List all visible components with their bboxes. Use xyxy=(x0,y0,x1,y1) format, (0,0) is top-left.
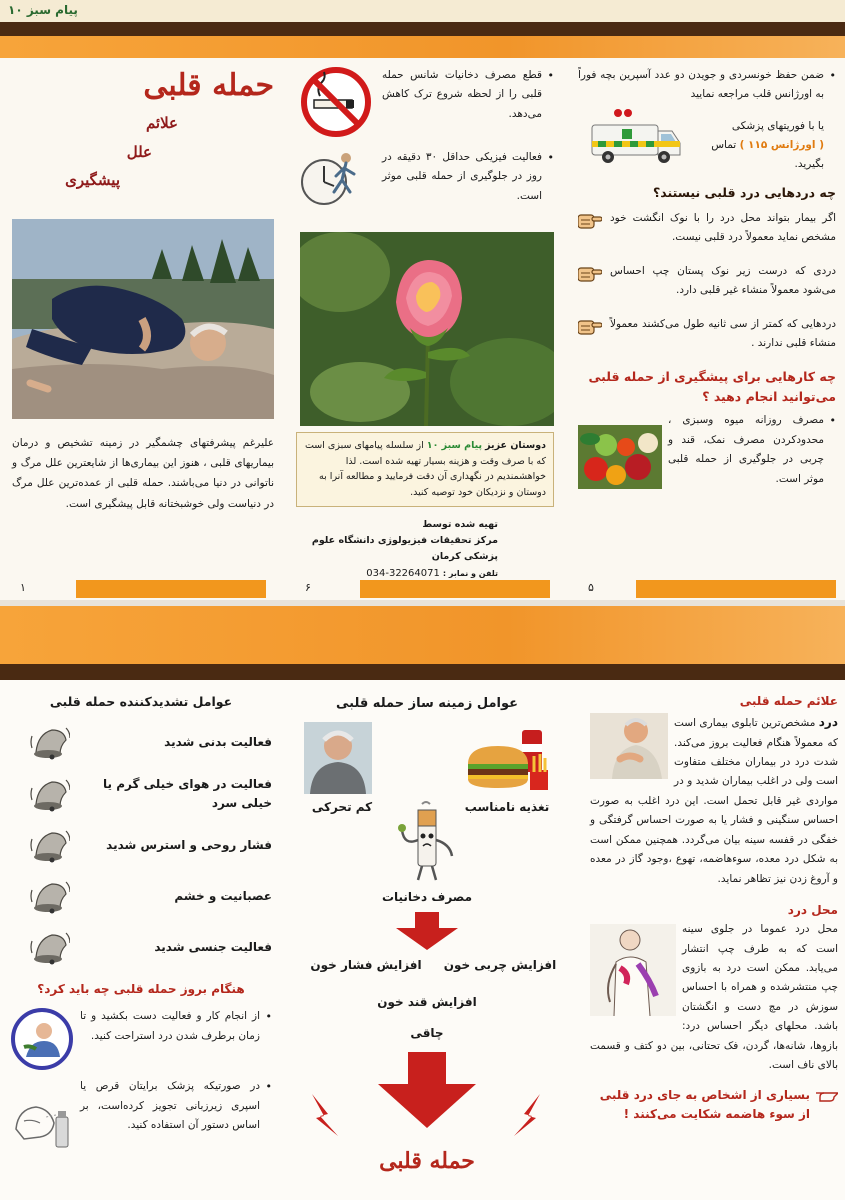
not-cardiac-item xyxy=(578,315,836,354)
page-5-column xyxy=(578,66,836,489)
emergency-bullet-2: یا با فوریتهای پزشکی xyxy=(731,119,824,132)
aggravating-item xyxy=(30,724,272,760)
pointing-hand-icon xyxy=(578,318,602,336)
aggravating-label-5: فعالیت جنسی شدید xyxy=(154,939,272,954)
down-arrow-1 xyxy=(392,912,462,950)
pain-location-paragraph xyxy=(590,920,838,1075)
subtitle-causes: علل xyxy=(126,142,152,161)
no-smoking-icon xyxy=(300,66,372,138)
emergency-call-text xyxy=(684,117,824,174)
center-name: مرکز تحقیقات فیزیولوژی دانشگاه علوم پزشکی کرمان xyxy=(311,534,498,562)
alarm-bell-icon xyxy=(30,878,70,914)
phone-label: تلفن و نمابر : xyxy=(442,569,498,579)
emergency-tail: تماس بگیرید. xyxy=(711,138,824,170)
lightning-bolt-icon xyxy=(510,1092,546,1138)
symptoms-paragraph xyxy=(590,711,838,889)
footer-bar-page-1 xyxy=(76,580,266,598)
page-number-1: ۱ xyxy=(20,581,26,594)
page-1-column xyxy=(12,66,274,514)
symptoms-text: مشخص‌ترین تابلوی بیماری است که معمولاً هنگام فعالیت بروز می‌کند. شدت درد در بیماران مختلف متفاوت است ولی در اغلب بیماران شدید و در مواردی غیر قابل تحمل است. این درد اغلب به صورت احساس سنگینی و فشار یا به صورت احساس گرفتگی و خفگی در قفسه سینه بیان می‌گردد. همچنین ممکن است به شکل درد معده، سوء‌هاضمه، تهوع ،وجود گاز در معده و آروغ زدن نیز تظاهر نماید. xyxy=(590,717,838,885)
ambulance-icon xyxy=(584,107,684,167)
exercise-bullet: • فعالیت فیزیکی حداقل ۳۰ دقیقه در روز در جلوگیری از حمله قلبی موثر است. xyxy=(382,148,554,206)
note-body: از سلسله پیامهای سبزی است که با صرف وقت و هزینه بسیار تهیه شده است. لذا خواهشمندیم در نگهداری آن دقت فرمایید و مطالعه آنرا به دوستان و نزدیکان خود توصیه کنید. xyxy=(304,440,546,499)
cover-paragraph: علیرغم پیشرفتهای چشمگیر در زمینه تشخیص و درمان بیماریهای قلبی ، هنوز این بیماری‌ها از شایعترین علل مرگ و ناتوانی در دنیا می‌باشند. حمله قلبی از عمده‌ترین علل مرگ در دنیاست ولی خوشبختانه قابل پیشگیری است. xyxy=(12,436,274,510)
risk-factors-column xyxy=(296,690,558,1195)
exercise-block xyxy=(296,148,554,224)
not-cardiac-title: چه دردهایی درد قلبی نیستند؟ xyxy=(653,184,836,200)
page-number-6: ۶ xyxy=(305,581,311,594)
pointing-hand-icon xyxy=(578,265,602,283)
prepared-by: تهیه شده توسط xyxy=(422,518,498,530)
ambulance-block xyxy=(578,107,836,169)
pointing-hand-icon xyxy=(816,1089,838,1103)
aggravating-list xyxy=(10,724,272,965)
pain-location-title: محل درد xyxy=(787,902,838,917)
not-cardiac-item xyxy=(578,209,836,248)
indigestion-note xyxy=(590,1086,838,1124)
what-to-do-list-2 xyxy=(80,1077,272,1149)
page-number-5: ۵ xyxy=(588,581,594,594)
cover-title: حمله قلبی xyxy=(143,68,274,103)
aggravating-title: عوامل تشدیدکننده حمله قلبی xyxy=(49,694,233,709)
aggravating-label-2: فعالیت در هوای خیلی گرم یا خیلی سرد xyxy=(103,777,272,810)
middle-bullet-2-list xyxy=(382,148,554,206)
reader-note-box xyxy=(296,432,554,507)
emergency-bullets xyxy=(578,66,836,105)
brochure-inside-side xyxy=(0,606,845,1200)
header-orange-band xyxy=(0,36,845,58)
prevention-title: چه کارهایی برای پیشگیری از حمله قلبی می‌توانید انجام دهید ؟ xyxy=(588,369,836,405)
heart-attack-outcome: حمله قلبی xyxy=(379,1148,475,1174)
vegetables-photo xyxy=(578,425,662,489)
pointing-hand-icon xyxy=(578,212,602,230)
what-to-do-1: • از انجام کار و فعالیت دست بکشید و تا زمان برطرف شدن درد استراحت کنید. xyxy=(80,1007,272,1046)
what-to-do-title: هنگام بروز حمله قلبی چه باید کرد؟ xyxy=(37,982,245,997)
fast-food-illustration xyxy=(464,726,550,792)
what-to-do-1-block xyxy=(10,1007,272,1071)
alarm-bell-icon xyxy=(30,724,70,760)
alarm-bell-icon xyxy=(30,827,70,863)
indigestion-title: بسیاری از اشخاص به جای درد قلبی از سوء هاضمه شکایت می‌کنند ! xyxy=(599,1087,810,1121)
aggravating-factors-column xyxy=(10,692,272,1149)
alarm-bell-icon xyxy=(30,776,70,812)
inside-orange-band xyxy=(0,606,845,664)
subtitle-symptoms: علائم xyxy=(145,114,178,132)
bad-diet-label: تغذیه نامناسب xyxy=(464,800,550,814)
aggravating-label-3: فشار روحی و استرس شدید xyxy=(106,837,272,852)
blood-pressure-label: افزایش فشار خون xyxy=(310,958,422,972)
phone-number: 034-32264071 xyxy=(366,568,440,580)
emergency-bullet-1: • ضمن حفظ خونسردی و جویدن دو عدد آسپرین بچه فوراً به اورژانس قلب مراجعه نمایید xyxy=(578,66,836,105)
what-to-do-2-block xyxy=(10,1077,272,1149)
not-cardiac-text-1: اگر بیمار بتواند محل درد را با نوک انگشت خود مشخص نماید معمولاً درد قلبی نیست. xyxy=(610,211,836,244)
sedentary-man-photo xyxy=(304,722,372,794)
aggravating-item xyxy=(30,929,272,965)
blood-fat-label: افزایش چربی خون xyxy=(443,958,557,972)
footer-bar-page-6 xyxy=(360,580,550,598)
cover-subtitles xyxy=(12,109,274,195)
prevention-bullets xyxy=(668,411,836,489)
smoking-block xyxy=(296,66,554,148)
cigarette-character-illustration xyxy=(392,800,462,884)
pain-location-text: محل درد عموما در جلوی سینه است که به طرف چپ انتشار می‌یابد. ممکن است درد به بازوی چپ منتشرشده و همراه با احساس سوزش در مچ دست و انگشتان باشد. محلهای دیگر احساس درد: بازوها، شانه‌ها، گردن، فک تحتانی، بین دو کتف و قسمت بالای ناف است. xyxy=(590,923,838,1072)
header-strip xyxy=(0,0,845,22)
risk-factors-title: عوامل زمینه ساز حمله قلبی xyxy=(336,696,518,711)
smoking-label: مصرف دخانیات xyxy=(381,890,473,904)
header-brown-band xyxy=(0,22,845,36)
series-tag: پیام سبز ۱۰ xyxy=(8,3,78,17)
aggravating-label-4: عصبانیت و خشم xyxy=(174,888,272,903)
not-cardiac-text-3: دردهایی که کمتر از سی ثانیه طول می‌کشند معمولاً منشاء قلبی ندارند . xyxy=(610,317,836,349)
aggravating-item xyxy=(30,878,272,914)
middle-bullet-1-list xyxy=(382,66,554,124)
down-arrow-2 xyxy=(376,1052,478,1128)
note-highlight: پیام سبز ۱۰ xyxy=(426,440,483,451)
subtitle-prevention: پیشگیری xyxy=(65,171,120,189)
footer-bar-page-5 xyxy=(636,580,836,598)
aggravating-item xyxy=(30,775,272,812)
rose-photo xyxy=(300,232,554,426)
symptoms-title: علائم حمله قلبی xyxy=(739,694,838,708)
symptoms-lead: درد xyxy=(818,715,838,730)
aggravating-label-1: فعالیت بدنی شدید xyxy=(164,734,272,749)
page-6-column xyxy=(296,66,554,582)
arm-pain-man-illustration xyxy=(590,924,676,1016)
alarm-bell-icon xyxy=(30,929,70,965)
inside-brown-band xyxy=(0,664,845,680)
prevention-block xyxy=(578,411,836,489)
chest-pain-man-photo xyxy=(590,713,668,779)
not-cardiac-item xyxy=(578,262,836,301)
symptoms-column xyxy=(590,692,838,1124)
aggravating-item xyxy=(30,827,272,863)
low-activity-label: کم تحرکی xyxy=(311,800,373,814)
quit-smoking-bullet: • قطع مصرف دخانیات شانس حمله قلبی را از لحظه شروع ترک کاهش می‌دهد. xyxy=(382,66,554,124)
sublingual-spray-illustration xyxy=(10,1095,74,1149)
lightning-bolt-icon xyxy=(306,1092,342,1138)
blood-sugar-label: افزایش قند خون xyxy=(377,995,477,1009)
resting-man-badge xyxy=(10,1007,74,1071)
not-cardiac-text-2: دردی که درست زیر نوک پستان چپ احساس می‌شود معمولاً منشاء غیر قلبی دارد. xyxy=(610,264,836,297)
note-prefix: دوستان عزیز xyxy=(485,440,546,451)
what-to-do-list-1 xyxy=(80,1007,272,1071)
credits-block xyxy=(296,517,554,583)
obesity-label: چاقی xyxy=(410,1026,444,1040)
emergency-number: ( اورژانس ۱۱۵ ) xyxy=(739,138,824,151)
prevention-bullet-1: • مصرف روزانه میوه وسبزی ، محدودکردن مصرف نمک، قند و چربی در جلوگیری از حمله قلبی موثر است. xyxy=(668,411,836,489)
not-cardiac-list xyxy=(578,209,836,354)
collapsed-man-photo xyxy=(12,219,274,419)
running-clock-icon xyxy=(300,148,364,214)
what-to-do-2: • در صورتیکه پزشک برایتان قرص یا اسپری زیرزبانی تجویز کرده‌است، بر اساس دستور آن استفاده کنید. xyxy=(80,1077,272,1135)
